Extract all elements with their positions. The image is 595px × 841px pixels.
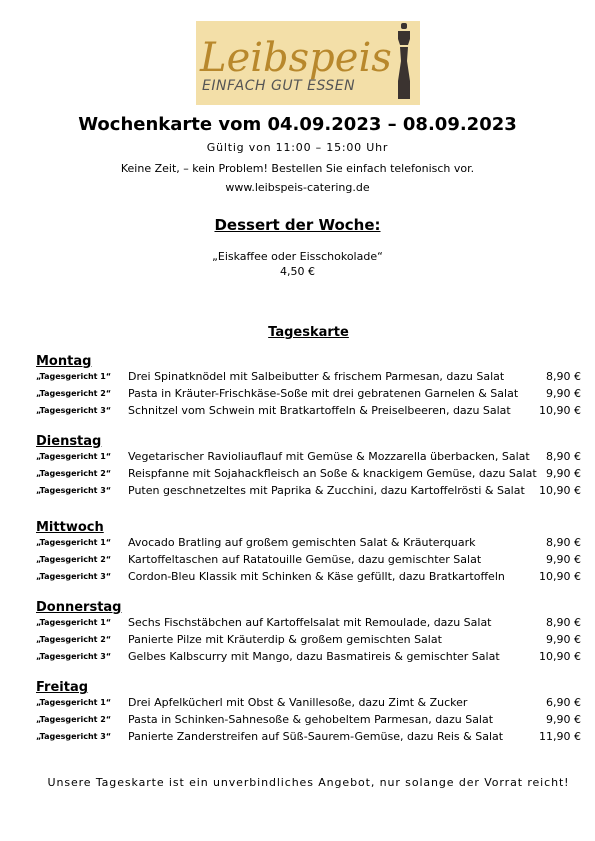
- dish-tag: „Tagesgericht 1“: [36, 452, 112, 461]
- dish-tag: „Tagesgericht 3“: [36, 406, 112, 415]
- day-section-freitag: [36, 680, 581, 747]
- dish-description: Puten geschnetzeltes mit Paprika & Zucchini, dazu Kartoffelrösti & Salat: [128, 484, 525, 497]
- dessert-item: „Eiskaffee oder Eisschokolade“: [212, 250, 383, 263]
- dish-price: 8,90 €: [546, 536, 581, 549]
- dish-tag: „Tagesgericht 3“: [36, 572, 112, 581]
- dish-tag: „Tagesgericht 2“: [36, 389, 112, 398]
- dish-description: Vegetarischer Ravioliauflauf mit Gemüse & Mozzarella überbacken, Salat: [128, 450, 530, 463]
- dish-price: 6,90 €: [546, 696, 581, 709]
- dish-description: Schnitzel vom Schwein mit Bratkartoffeln & Preiselbeeren, dazu Salat: [128, 404, 511, 417]
- opening-hours: Gültig von 11:00 – 15:00 Uhr: [206, 141, 389, 154]
- dish-row: [36, 484, 581, 501]
- dish-row: [36, 553, 581, 570]
- dish-description: Gelbes Kalbscurry mit Mango, dazu Basmatireis & gemischter Salat: [128, 650, 500, 663]
- day-name: Montag: [36, 354, 92, 369]
- dish-row: [36, 570, 581, 587]
- day-name: Dienstag: [36, 434, 102, 449]
- dish-description: Sechs Fischstäbchen auf Kartoffelsalat mit Remoulade, dazu Salat: [128, 616, 492, 629]
- dish-price: 9,90 €: [546, 633, 581, 646]
- dish-description: Drei Apfelkücherl mit Obst & Vanillesoße, dazu Zimt & Zucker: [128, 696, 468, 709]
- dish-tag: „Tagesgericht 2“: [36, 715, 112, 724]
- dish-description: Cordon-Bleu Klassik mit Schinken & Käse gefüllt, dazu Bratkartoffeln: [128, 570, 505, 583]
- dish-tag: „Tagesgericht 3“: [36, 732, 112, 741]
- dish-row: [36, 467, 581, 484]
- dish-tag: „Tagesgericht 1“: [36, 538, 112, 547]
- dish-description: Pasta in Schinken-Sahnesoße & gehobeltem Parmesan, dazu Salat: [128, 713, 494, 726]
- logo: [196, 21, 420, 105]
- dish-row: [36, 370, 581, 387]
- dish-description: Reispfanne mit Sojahackfleisch an Soße & knackigem Gemüse, dazu Salat: [128, 467, 537, 480]
- dish-description: Drei Spinatknödel mit Salbeibutter & frischem Parmesan, dazu Salat: [128, 370, 505, 383]
- logo-wordmark: Leibspeis: [200, 35, 392, 81]
- dish-row: [36, 536, 581, 553]
- dish-description: Panierte Zanderstreifen auf Süß-Saurem-Gemüse, dazu Reis & Salat: [128, 730, 504, 743]
- dish-price: 10,90 €: [539, 404, 581, 417]
- dish-description: Kartoffeltaschen auf Ratatouille Gemüse, dazu gemischter Salat: [128, 553, 482, 566]
- day-section-dienstag: [36, 434, 581, 501]
- dish-row: [36, 713, 581, 730]
- day-section-mittwoch: [36, 520, 581, 587]
- dish-price: 10,90 €: [539, 484, 581, 497]
- dish-row: [36, 696, 581, 713]
- day-section-donnerstag: [36, 600, 581, 667]
- dish-row: [36, 650, 581, 667]
- day-name: Donnerstag: [36, 600, 122, 615]
- dish-tag: „Tagesgericht 2“: [36, 635, 112, 644]
- dish-row: [36, 633, 581, 650]
- dish-row: [36, 387, 581, 404]
- dish-price: 8,90 €: [546, 450, 581, 463]
- dish-price: 10,90 €: [539, 650, 581, 663]
- footer-disclaimer: Unsere Tageskarte ist ein unverbindliches Angebot, nur solange der Vorrat reicht!: [47, 776, 570, 789]
- dish-price: 11,90 €: [539, 730, 581, 743]
- dish-row: [36, 730, 581, 747]
- day-section-montag: [36, 354, 581, 421]
- dish-tag: „Tagesgericht 2“: [36, 555, 112, 564]
- dish-row: [36, 450, 581, 467]
- order-notice: Keine Zeit, – kein Problem! Bestellen Sie einfach telefonisch vor.: [120, 162, 475, 175]
- dish-tag: „Tagesgericht 1“: [36, 618, 112, 627]
- dish-price: 9,90 €: [546, 387, 581, 400]
- day-name: Mittwoch: [36, 520, 104, 535]
- dish-price: 10,90 €: [539, 570, 581, 583]
- dish-description: Panierte Pilze mit Kräuterdip & großem gemischten Salat: [128, 633, 442, 646]
- dish-row: [36, 616, 581, 633]
- dessert-heading: Dessert der Woche:: [214, 216, 381, 234]
- dessert-price: 4,50 €: [280, 265, 315, 278]
- dish-tag: „Tagesgericht 3“: [36, 652, 112, 661]
- dish-tag: „Tagesgericht 2“: [36, 469, 112, 478]
- pepper-grinder-icon: [394, 23, 414, 103]
- page-title: Wochenkarte vom 04.09.2023 – 08.09.2023: [78, 114, 517, 135]
- tageskarte-heading: Tageskarte: [268, 325, 349, 340]
- dish-price: 9,90 €: [546, 467, 581, 480]
- dish-tag: „Tagesgericht 1“: [36, 372, 112, 381]
- dish-tag: „Tagesgericht 3“: [36, 486, 112, 495]
- dish-price: 8,90 €: [546, 370, 581, 383]
- day-name: Freitag: [36, 680, 89, 695]
- dish-row: [36, 404, 581, 421]
- dish-price: 8,90 €: [546, 616, 581, 629]
- dish-tag: „Tagesgericht 1“: [36, 698, 112, 707]
- website-link[interactable]: www.leibspeis-catering.de: [225, 181, 370, 194]
- dish-price: 9,90 €: [546, 713, 581, 726]
- dish-price: 9,90 €: [546, 553, 581, 566]
- logo-tagline: EINFACH GUT ESSEN: [202, 78, 356, 94]
- dish-description: Pasta in Kräuter-Frischkäse-Soße mit drei gebratenen Garnelen & Salat: [128, 387, 519, 400]
- dish-description: Avocado Bratling auf großem gemischten Salat & Kräuterquark: [128, 536, 476, 549]
